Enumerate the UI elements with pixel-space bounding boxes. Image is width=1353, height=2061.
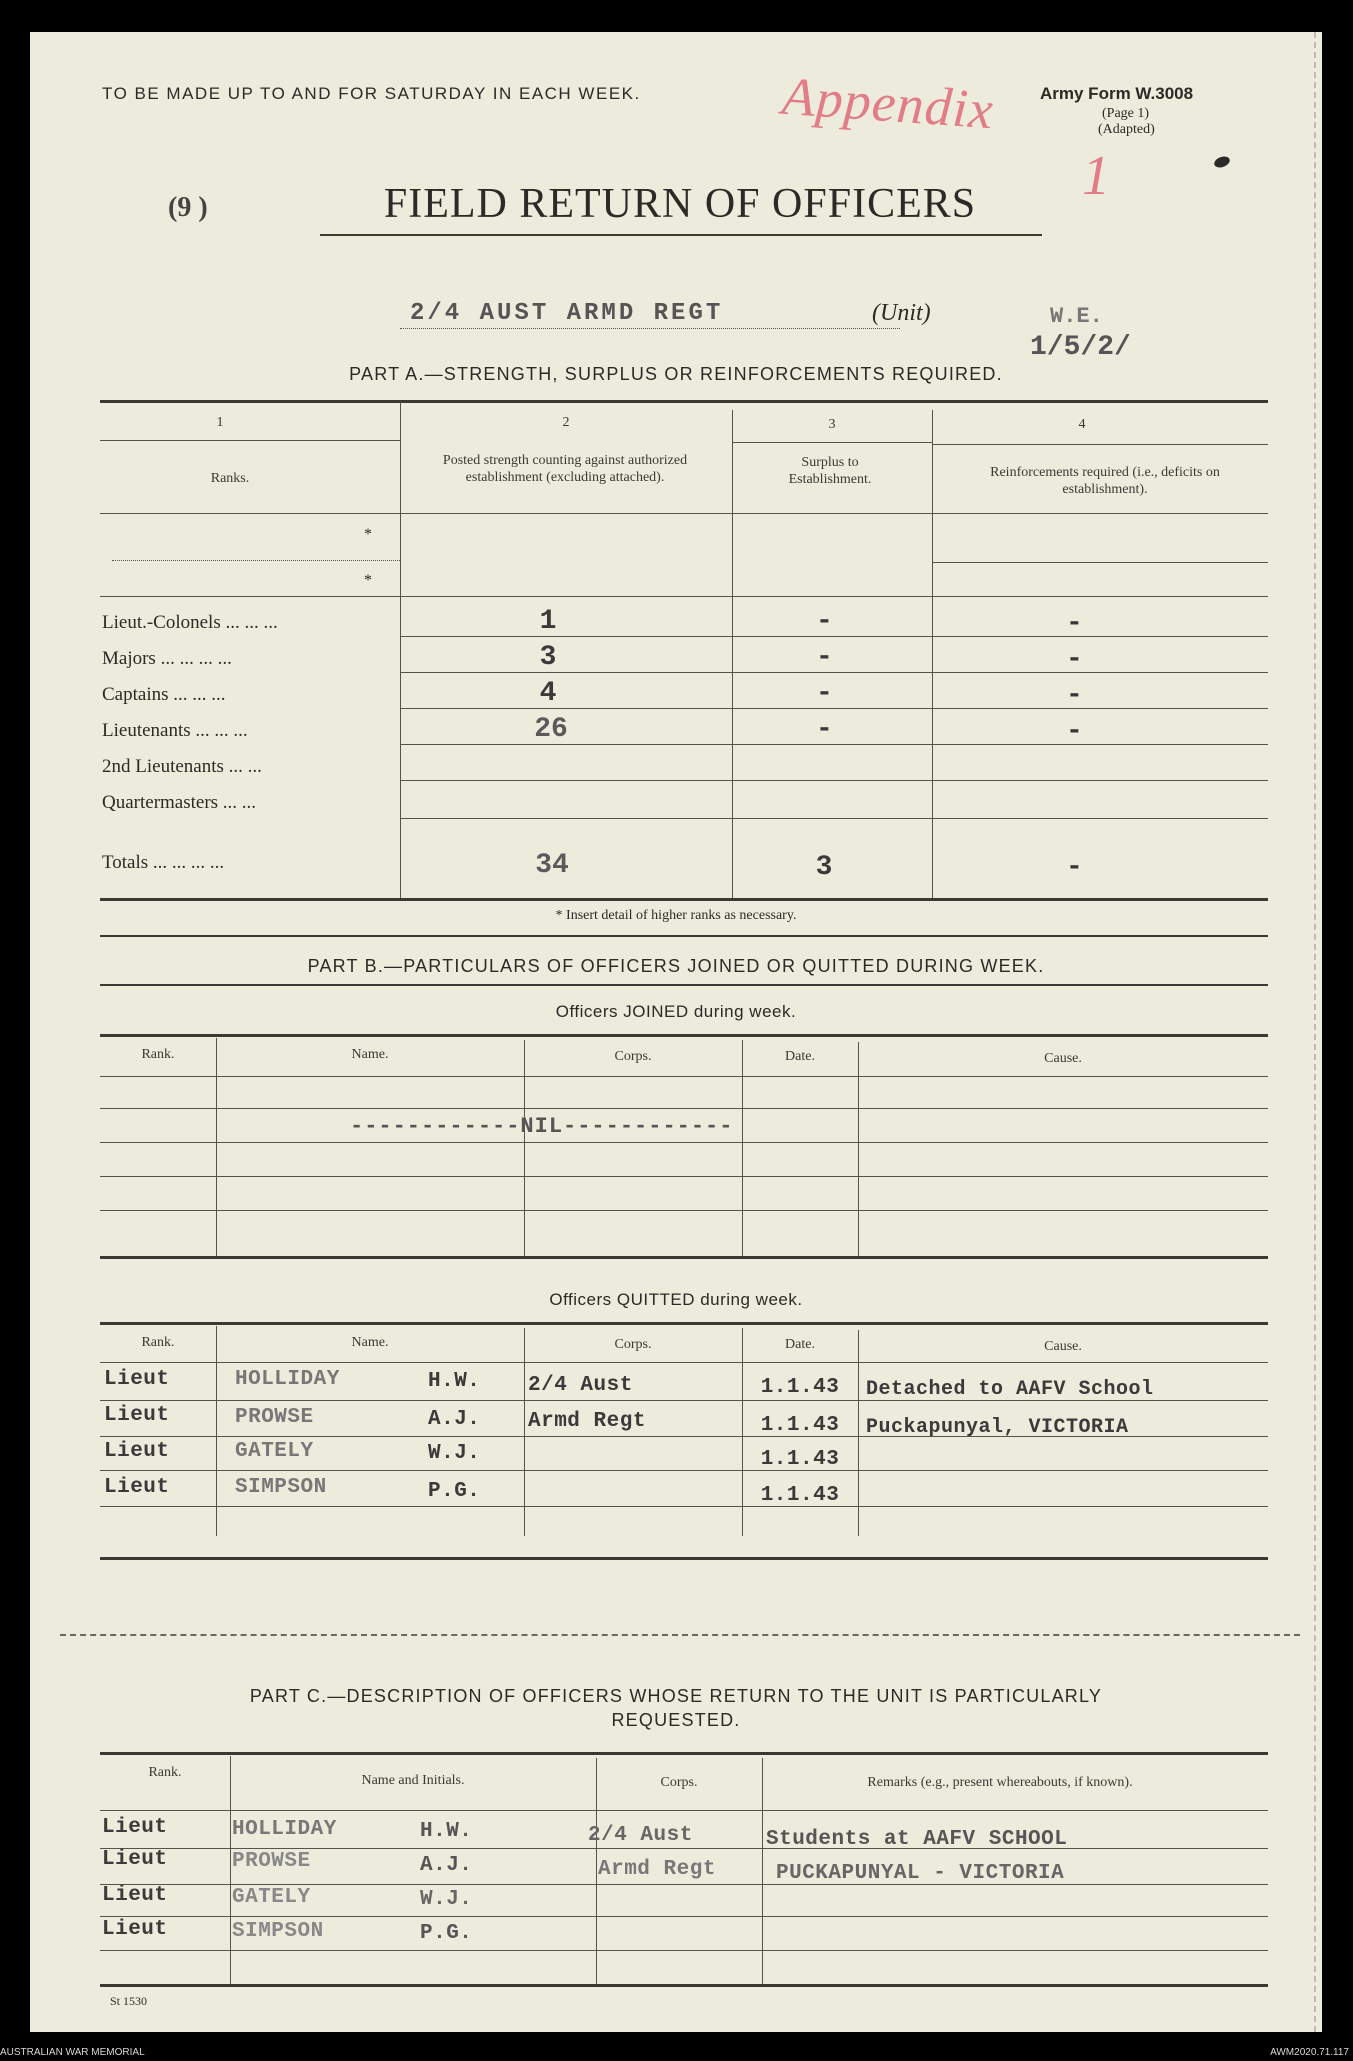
quitted-rank: Lieut [104,1368,170,1391]
part-a-col-divider [932,410,933,898]
adapted-note: (Adapted) [1098,122,1155,137]
part-c-name: HOLLIDAY [232,1818,337,1841]
punch-mark [1213,155,1231,170]
form-number: Army Form W.3008 [1040,84,1194,103]
page-number: (Page 1) [1102,106,1150,121]
part-a-top-rule [100,400,1268,403]
part-c-rank: Lieut [102,1816,168,1839]
surplus-header: Surplus to Establishment. [788,455,872,487]
war-diary-ref-2: 1/5/2/ [1030,332,1131,363]
sheet-number: (9 ) [168,192,208,223]
joined-cause-header: Cause. [1044,1051,1082,1066]
blank-rank-line [112,560,400,561]
reinforcement-value: - [1066,716,1083,747]
posted-value: 4 [539,678,557,709]
joined-name-header: Name. [351,1047,389,1062]
row-rule [100,1436,1268,1437]
quitted-name: SIMPSON [235,1476,327,1499]
unit-value: 2/4 AUST ARMD REGT [410,300,724,327]
row-rule [932,562,1268,563]
perforation-line [1314,32,1316,2032]
rank-label: 2nd Lieutenants ... ... [102,756,262,777]
quitted-rank-header: Rank. [141,1335,175,1350]
posted-total: 34 [535,850,569,881]
unit-dotted-line [400,328,900,329]
archive-credit: AUSTRALIAN WAR MEMORIAL [0,2047,145,2058]
posted-value: 3 [539,642,557,673]
part-c-name: GATELY [232,1886,311,1909]
part-c-initials: P.G. [420,1922,473,1945]
joined-nil-entry: ------------NIL------------ [350,1114,734,1139]
quitted-top-rule [100,1322,1268,1325]
part-c-remarks: Students at AAFV SCHOOL [766,1828,1068,1851]
form-sheet [30,32,1322,2032]
quitted-name: GATELY [235,1440,314,1463]
row-rule [100,1470,1268,1471]
joined-bottom-rule [100,1256,1268,1259]
surplus-value: - [816,678,833,709]
surplus-value: - [816,642,833,673]
part-c-corps: 2/4 Aust [588,1824,693,1847]
title-underline [320,234,1042,236]
row-rule [400,672,1268,673]
surplus-total: 3 [815,852,833,883]
row-rule [100,1108,1268,1109]
quitted-initials: H.W. [428,1370,481,1393]
quitted-date: 1.1.43 [760,1414,840,1437]
joined-rank-header: Rank. [141,1047,175,1062]
row-rule [100,1142,1268,1143]
row-rule [400,708,1268,709]
quitted-bottom-rule [100,1557,1268,1560]
part-a-col-divider [400,402,401,898]
row-rule [100,1916,1268,1917]
war-diary-ref-1: W.E. [1050,304,1103,329]
unit-label: (Unit) [872,300,931,326]
handwritten-appendix-number: 1 [1082,145,1110,207]
reinforcements-header: Reinforcements required (i.e., deficits on establishment). [990,465,1220,497]
row-rule [100,1210,1268,1211]
col-number: 3 [828,417,836,432]
part-c-title-line1: PART C.—DESCRIPTION OF OFFICERS WHOSE RETURN TO THE UNIT IS PARTICULARLY [249,1686,1103,1706]
quitted-name-header: Name. [351,1335,389,1350]
part-c-remarks-header: Remarks (e.g., present whereabouts, if known). [867,1775,1133,1790]
joined-col-divider [216,1038,217,1256]
handwritten-appendix-annotation: Appendix [780,65,996,141]
part-c-rank-header: Rank. [148,1765,182,1780]
col-number: 1 [216,415,224,430]
row-rule [100,1848,1268,1849]
print-code: St 1530 [110,1994,148,2008]
row-rule [100,1400,1268,1401]
ranks-header: Ranks. [210,471,250,486]
row-rule [100,596,1268,597]
part-a-footnote: * Insert detail of higher ranks as necessary. [555,908,797,923]
part-c-name-header: Name and Initials. [361,1773,465,1788]
col-number: 2 [562,415,570,430]
part-a-bottom-rule [100,898,1268,901]
reinforcement-value: - [1066,644,1083,675]
rank-label: Lieut.-Colonels ... ... ... [102,612,278,633]
joined-col-divider [742,1040,743,1256]
part-c-initials: A.J. [420,1854,473,1877]
part-c-remarks: PUCKAPUNYAL - VICTORIA [776,1862,1065,1885]
quitted-corps: 2/4 Aust [528,1374,633,1397]
reinforcement-value: - [1066,680,1083,711]
header-subrule [100,440,400,441]
quitted-date: 1.1.43 [760,1448,840,1471]
page-title: FIELD RETURN OF OFFICERS [383,181,977,227]
part-c-initials: W.J. [420,1888,473,1911]
part-c-rank: Lieut [102,1848,168,1871]
part-c-top-rule [100,1752,1268,1755]
quitted-initials: A.J. [428,1408,481,1431]
row-rule [100,1506,1268,1507]
rank-label: Majors ... ... ... ... [102,648,232,669]
surplus-value: - [816,714,833,745]
header-subrule [932,444,1268,445]
quitted-date: 1.1.43 [760,1376,840,1399]
col-number: 4 [1078,417,1086,432]
quitted-date: 1.1.43 [760,1484,840,1507]
posted-strength-header: Posted strength counting against authorized establishment (excluding attached). [442,453,688,485]
quitted-cause-header: Cause. [1044,1339,1082,1354]
quitted-rank: Lieut [104,1404,170,1427]
tear-off-line [60,1634,1300,1636]
quitted-name: PROWSE [235,1406,314,1429]
rank-label: Quartermasters ... ... [102,792,257,813]
asterisk-mark: * [364,572,372,589]
accession-number: AWM2020.71.117 [1270,2047,1349,2058]
row-rule [400,744,1268,745]
totals-label: Totals ... ... ... ... [102,852,225,873]
part-c-rank: Lieut [102,1884,168,1907]
joined-corps-header: Corps. [614,1049,652,1064]
quitted-rank: Lieut [104,1476,170,1499]
surplus-value: - [816,606,833,637]
row-rule [100,1176,1268,1177]
part-c-bottom-rule [100,1984,1268,1987]
joined-col-divider [524,1040,525,1256]
joined-top-rule [100,1034,1268,1037]
posted-value: 26 [534,714,568,745]
part-c-name: PROWSE [232,1850,311,1873]
row-rule [400,818,1268,819]
part-c-initials: H.W. [420,1820,473,1843]
row-rule [100,1950,1268,1951]
reinforcement-total: - [1066,852,1083,883]
rank-label: Captains ... ... ... [102,684,226,705]
quitted-initials: W.J. [428,1442,481,1465]
quitted-title: Officers QUITTED during week. [549,1290,803,1309]
part-c-name: SIMPSON [232,1920,324,1943]
row-rule [100,1884,1268,1885]
header-bottom-rule [100,513,1268,514]
rank-label: Lieutenants ... ... ... [102,720,248,741]
row-rule [400,780,1268,781]
part-c-rank: Lieut [102,1918,168,1941]
header-subrule [732,442,932,443]
quitted-cause: Puckapunyal, VICTORIA [866,1416,1129,1439]
asterisk-mark: * [364,526,372,543]
part-a-title: PART A.—STRENGTH, SURPLUS OR REINFORCEMENTS REQUIRED. [349,364,1003,384]
part-c-corps-header: Corps. [660,1775,698,1790]
quitted-corps-header: Corps. [614,1337,652,1352]
joined-date-header: Date. [785,1049,815,1064]
row-rule [100,1076,1268,1077]
instruction-text: TO BE MADE UP TO AND FOR SATURDAY IN EACH WEEK. [102,84,641,103]
part-a-col-divider [732,410,733,898]
quitted-name: HOLLIDAY [235,1368,340,1391]
section-separator [100,935,1268,937]
quitted-rank: Lieut [104,1440,170,1463]
quitted-col-divider [216,1326,217,1536]
part-c-corps: Armd Regt [598,1858,716,1881]
posted-value: 1 [539,606,557,637]
joined-col-divider [858,1042,859,1256]
row-rule [400,636,1268,637]
reinforcement-value: - [1066,608,1083,639]
part-b-rule [100,984,1268,986]
part-b-title: PART B.—PARTICULARS OF OFFICERS JOINED OR QUITTED DURING WEEK. [307,956,1045,976]
part-c-title-line2: REQUESTED. [611,1710,741,1730]
quitted-initials: P.G. [428,1480,481,1503]
row-rule [100,1362,1268,1363]
quitted-cause: Detached to AAFV School [866,1378,1154,1401]
joined-title: Officers JOINED during week. [555,1002,797,1021]
quitted-date-header: Date. [785,1337,815,1352]
row-rule [100,1810,1268,1811]
quitted-corps: Armd Regt [528,1410,646,1433]
quitted-col-divider [524,1328,525,1536]
